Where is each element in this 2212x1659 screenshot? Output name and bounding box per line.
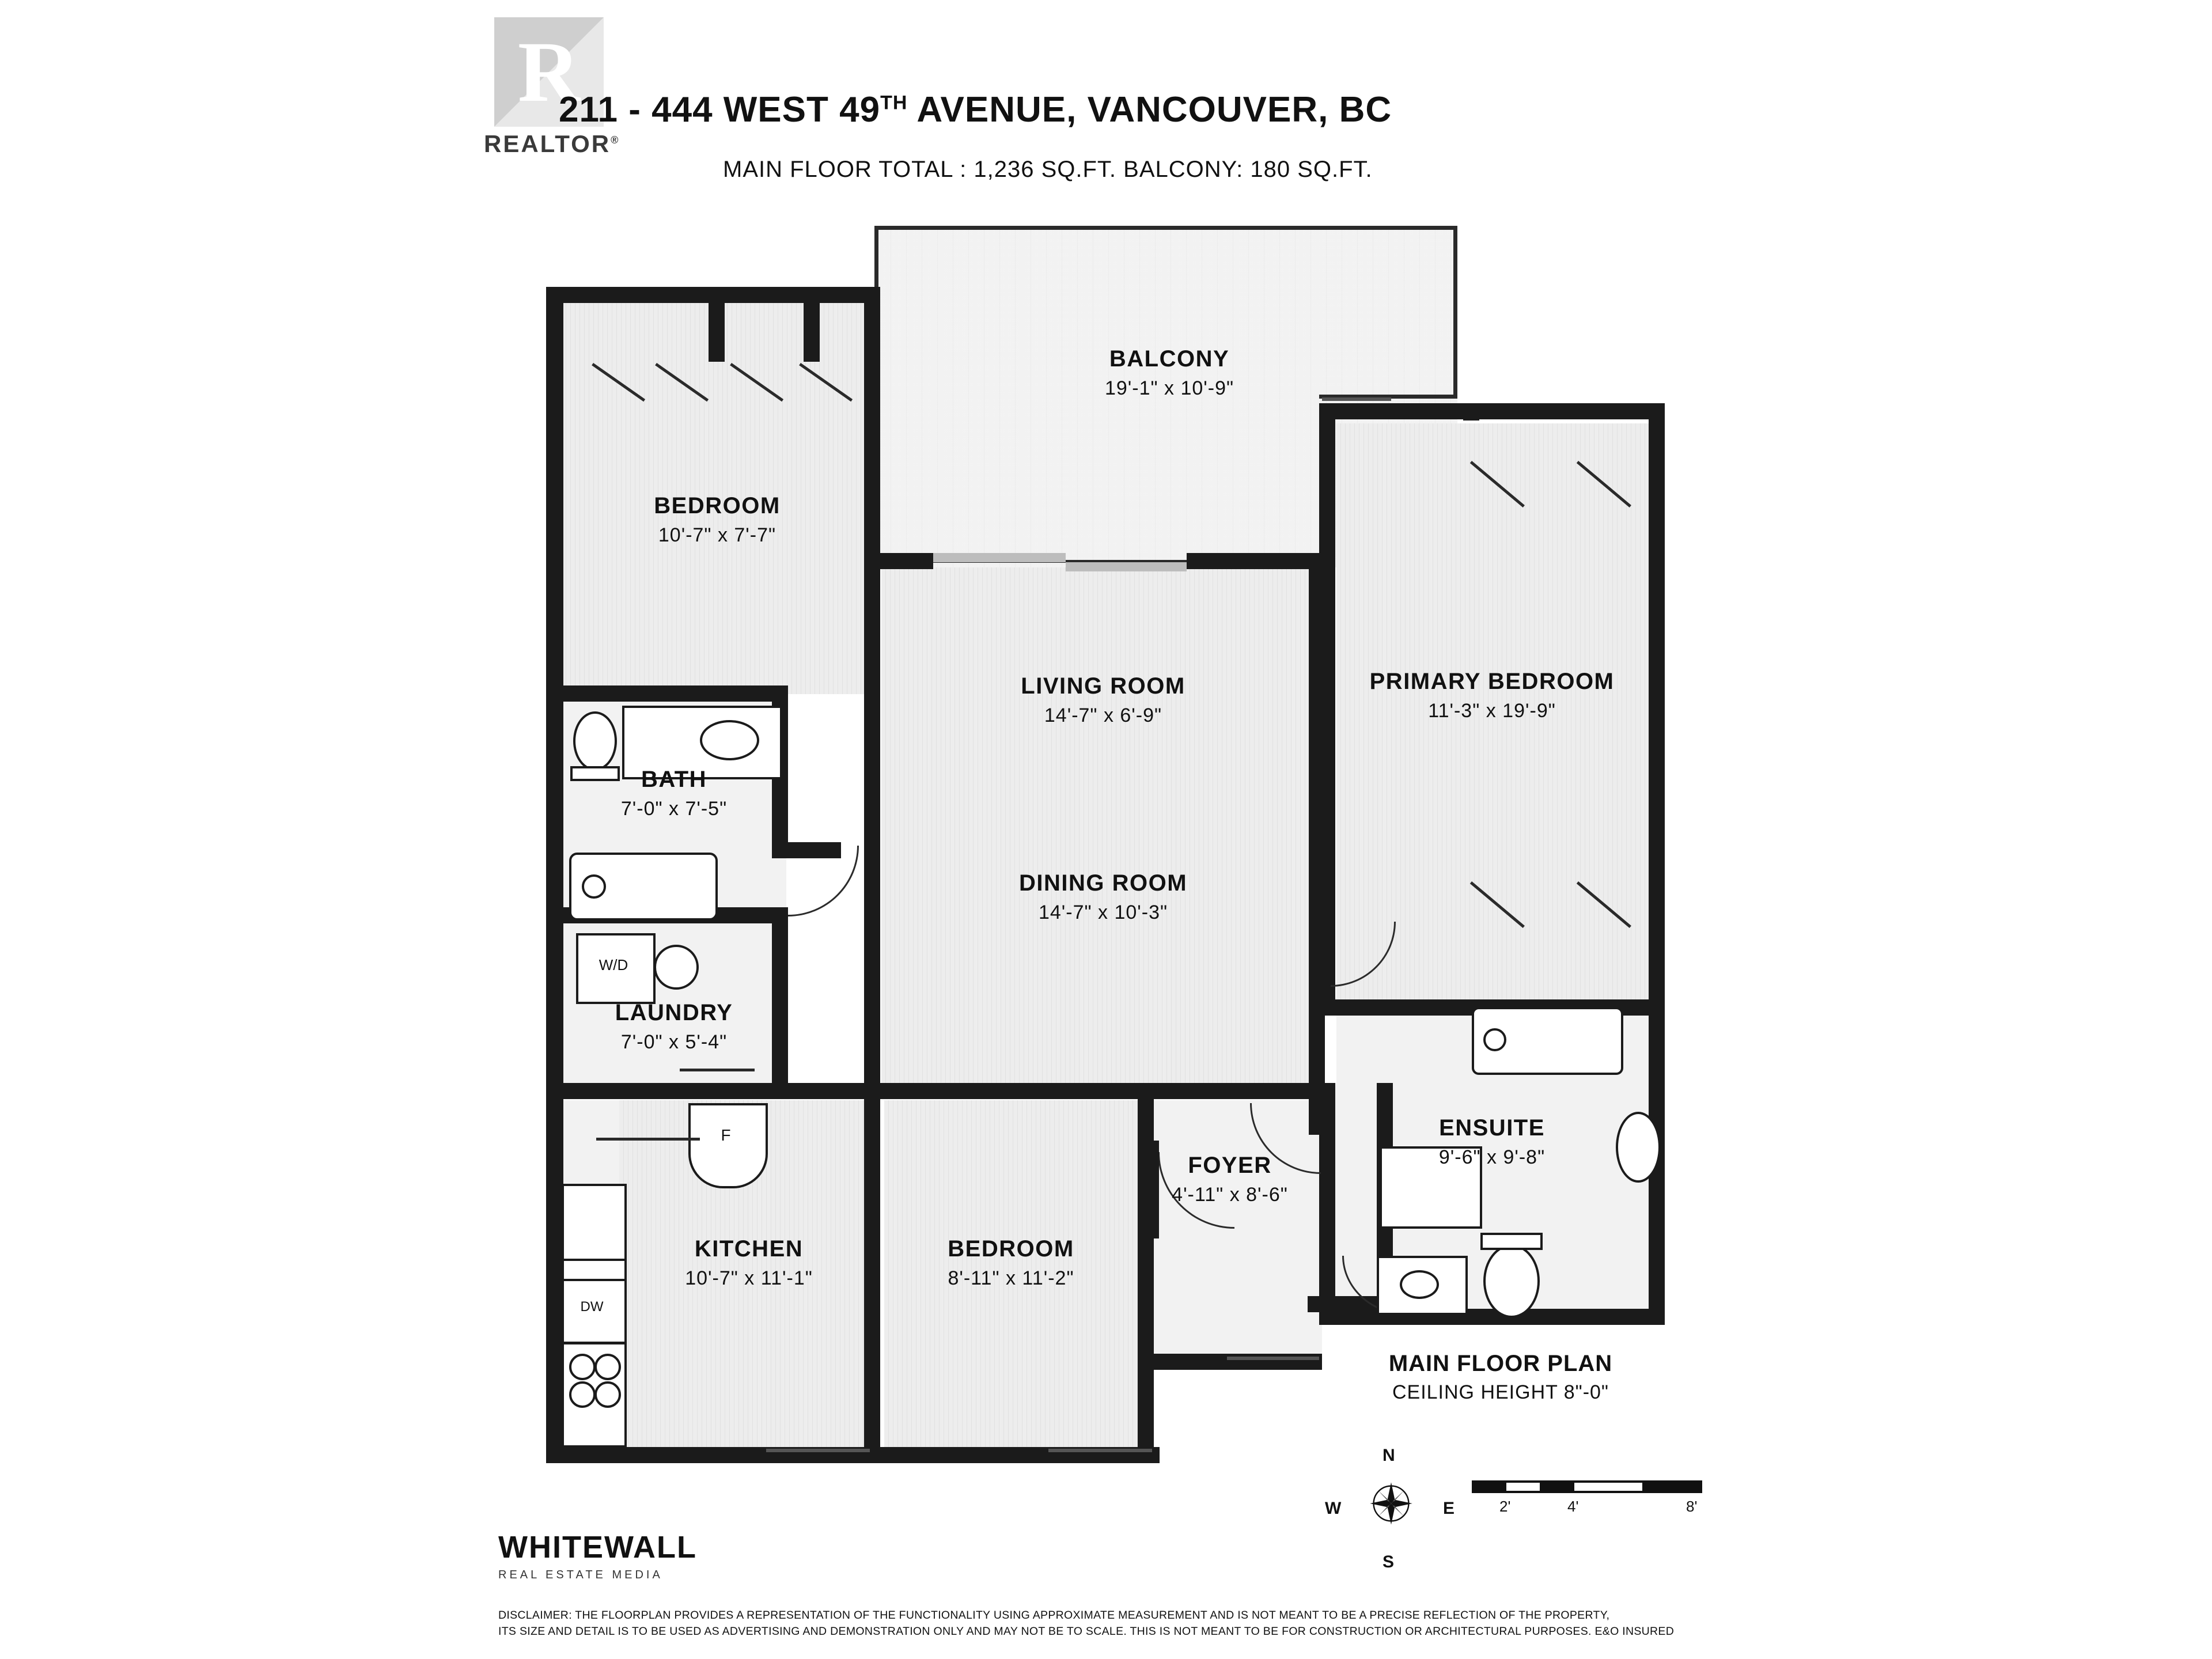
realtor-word-text: REALTOR <box>484 130 611 157</box>
disclaimer-line-1: DISCLAIMER: THE FLOORPLAN PROVIDES A REPRESENTATION OF THE FUNCTIONALITY USING APPROXIMATE MEASUREMENT AND IS NOT MEANT TO BE A PRECISE REFLECTION OF THE PROPERTY, <box>498 1609 1610 1622</box>
brand-subtitle: REAL ESTATE MEDIA <box>498 1569 663 1581</box>
sliding-door-panel-1 <box>933 553 1066 562</box>
room-dim: 11'-3" x 19'-9" <box>1428 700 1556 722</box>
scale-tick-4ft: 4' <box>1567 1498 1579 1515</box>
room-label-bedroom-lower <box>887 1236 1135 1291</box>
room-dim: 7'-0" x 7'-5" <box>620 798 728 820</box>
title-sup: TH <box>880 92 908 114</box>
room-label-kitchen <box>625 1236 873 1291</box>
kitchen-upper-cabinet <box>596 1138 700 1141</box>
floorplan-caption <box>1365 1351 1636 1404</box>
room-label-ensuite <box>1354 1115 1630 1170</box>
ensuite-sink <box>1400 1270 1439 1299</box>
room-dim: 8'-11" x 11'-2" <box>948 1267 1074 1289</box>
realtor-word-sup: ® <box>611 134 620 146</box>
room-name: BATH <box>641 767 707 792</box>
exterior-wall-left <box>546 287 563 1462</box>
ensuite-toilet <box>1483 1244 1540 1318</box>
scale-tick-2ft: 2' <box>1499 1498 1511 1515</box>
burner-1 <box>569 1354 596 1380</box>
sliding-door-panel-2 <box>1066 562 1187 571</box>
room-name: KITCHEN <box>694 1236 804 1262</box>
room-name: DINING ROOM <box>1018 870 1188 896</box>
room-label-dining-room <box>890 870 1316 925</box>
brand-name: WHITEWALL <box>498 1530 697 1565</box>
window-primary <box>1322 397 1391 401</box>
balcony-wall-right <box>1453 226 1457 399</box>
room-dim: 14'-7" x 10'-3" <box>1038 902 1168 923</box>
window-foyer <box>1227 1357 1319 1360</box>
scale-bar-gap-2 <box>1574 1483 1642 1491</box>
fridge <box>688 1103 768 1188</box>
compass-east-label: E <box>1443 1499 1455 1518</box>
window-bedroom-lower <box>1048 1449 1152 1452</box>
washer-dryer-label: W/D <box>599 956 628 974</box>
bath-door-swing <box>788 846 859 916</box>
scale-bar <box>1472 1480 1702 1521</box>
ceiling-height: CEILING HEIGHT 8"-0" <box>1392 1381 1609 1403</box>
whitewall-brand <box>498 1529 697 1582</box>
closet-wall-upper-bedroom-2 <box>804 287 820 362</box>
window-kitchen <box>766 1449 870 1452</box>
room-name: ENSUITE <box>1439 1115 1545 1141</box>
room-name: PRIMARY BEDROOM <box>1369 669 1615 694</box>
room-dim: 19'-1" x 10'-9" <box>1104 377 1234 399</box>
wall-living-left <box>864 553 880 1094</box>
area-summary: MAIN FLOOR TOTAL : 1,236 SQ.FT. BALCONY: 180 SQ.FT. <box>723 157 1373 182</box>
fridge-label: F <box>721 1126 731 1144</box>
room-name: BEDROOM <box>948 1236 1074 1262</box>
compass-south-label: S <box>1382 1552 1395 1571</box>
room-dim: 7'-0" x 5'-4" <box>620 1031 728 1053</box>
wall-bedroom3-right <box>1138 1083 1154 1463</box>
realtor-logo-letter: R <box>517 24 581 120</box>
wall-living-bottom <box>864 1083 1164 1099</box>
room-label-primary-bedroom <box>1328 668 1656 724</box>
toilet-bath <box>573 711 617 771</box>
page-title <box>559 89 1392 130</box>
exterior-wall-right <box>1649 403 1665 1325</box>
burner-3 <box>569 1381 596 1408</box>
wall-primary-top <box>1319 403 1665 419</box>
wall-primary-window-mullion <box>1463 403 1479 421</box>
room-label-living-room <box>890 673 1316 728</box>
room-name: LIVING ROOM <box>1021 673 1185 699</box>
title-post: AVENUE, VANCOUVER, BC <box>907 90 1392 130</box>
wall-bath-top <box>546 685 788 702</box>
laundry-shelf <box>680 1069 755 1071</box>
compass-star-icon <box>1368 1480 1414 1527</box>
room-label-bedroom-upper <box>573 493 861 548</box>
dishwasher-label: DW <box>580 1299 604 1315</box>
room-dim: 10'-7" x 7'-7" <box>658 524 777 546</box>
room-dim: 4'-11" x 8'-6" <box>1172 1184 1288 1206</box>
room-dim: 14'-7" x 6'-9" <box>1044 704 1162 726</box>
room-label-bath <box>565 766 783 821</box>
wall-balcony-living-right <box>1187 553 1325 569</box>
room-name: FOYER <box>1188 1153 1272 1178</box>
compass-rose <box>1325 1446 1457 1578</box>
laundry-sink <box>654 945 699 990</box>
title-pre: 211 - 444 WEST 49 <box>559 90 881 130</box>
compass-north-label: N <box>1382 1446 1395 1465</box>
disclaimer <box>498 1607 1754 1640</box>
ensuite-toilet-tank <box>1480 1233 1543 1250</box>
room-name: BEDROOM <box>654 493 781 518</box>
room-name: LAUNDRY <box>615 1000 733 1025</box>
realtor-logo-word <box>484 130 620 158</box>
plan-title: MAIN FLOOR PLAN <box>1388 1351 1613 1376</box>
scale-tick-8ft: 8' <box>1686 1498 1698 1515</box>
burner-2 <box>594 1354 621 1380</box>
room-label-laundry <box>565 999 783 1055</box>
burner-4 <box>594 1381 621 1408</box>
room-dim: 9'-6" x 9'-8" <box>1438 1146 1546 1168</box>
wall-foyer-top <box>1154 1083 1327 1099</box>
closet-wall-upper-bedroom <box>709 287 725 362</box>
ensuite-tub-drain <box>1483 1028 1506 1051</box>
room-label-foyer <box>1132 1152 1328 1207</box>
wall-kitchen-top <box>546 1083 869 1099</box>
room-dim: 10'-7" x 11'-1" <box>685 1267 813 1289</box>
living-dining-hatch <box>881 567 1325 1094</box>
scale-bar-gap-1 <box>1506 1483 1540 1491</box>
disclaimer-line-2: ITS SIZE AND DETAIL IS TO BE USED AS ADVERTISING AND DEMONSTRATION ONLY AND MAY NOT BE TO SCALE. THIS IS NOT MEANT TO BE FOR CONSTRUCTION OR ARCHITECTURAL PURPOSES. E&O INSURED <box>498 1625 1675 1638</box>
room-label-balcony <box>1020 346 1319 401</box>
compass-west-label: W <box>1325 1499 1342 1518</box>
sink-bath <box>700 720 759 760</box>
balcony-wall-top <box>874 226 1457 230</box>
kitchen-counter-1 <box>562 1184 627 1263</box>
room-name: BALCONY <box>1109 346 1230 372</box>
bathtub-drain <box>582 874 606 899</box>
wall-balcony-living-left <box>864 553 933 569</box>
